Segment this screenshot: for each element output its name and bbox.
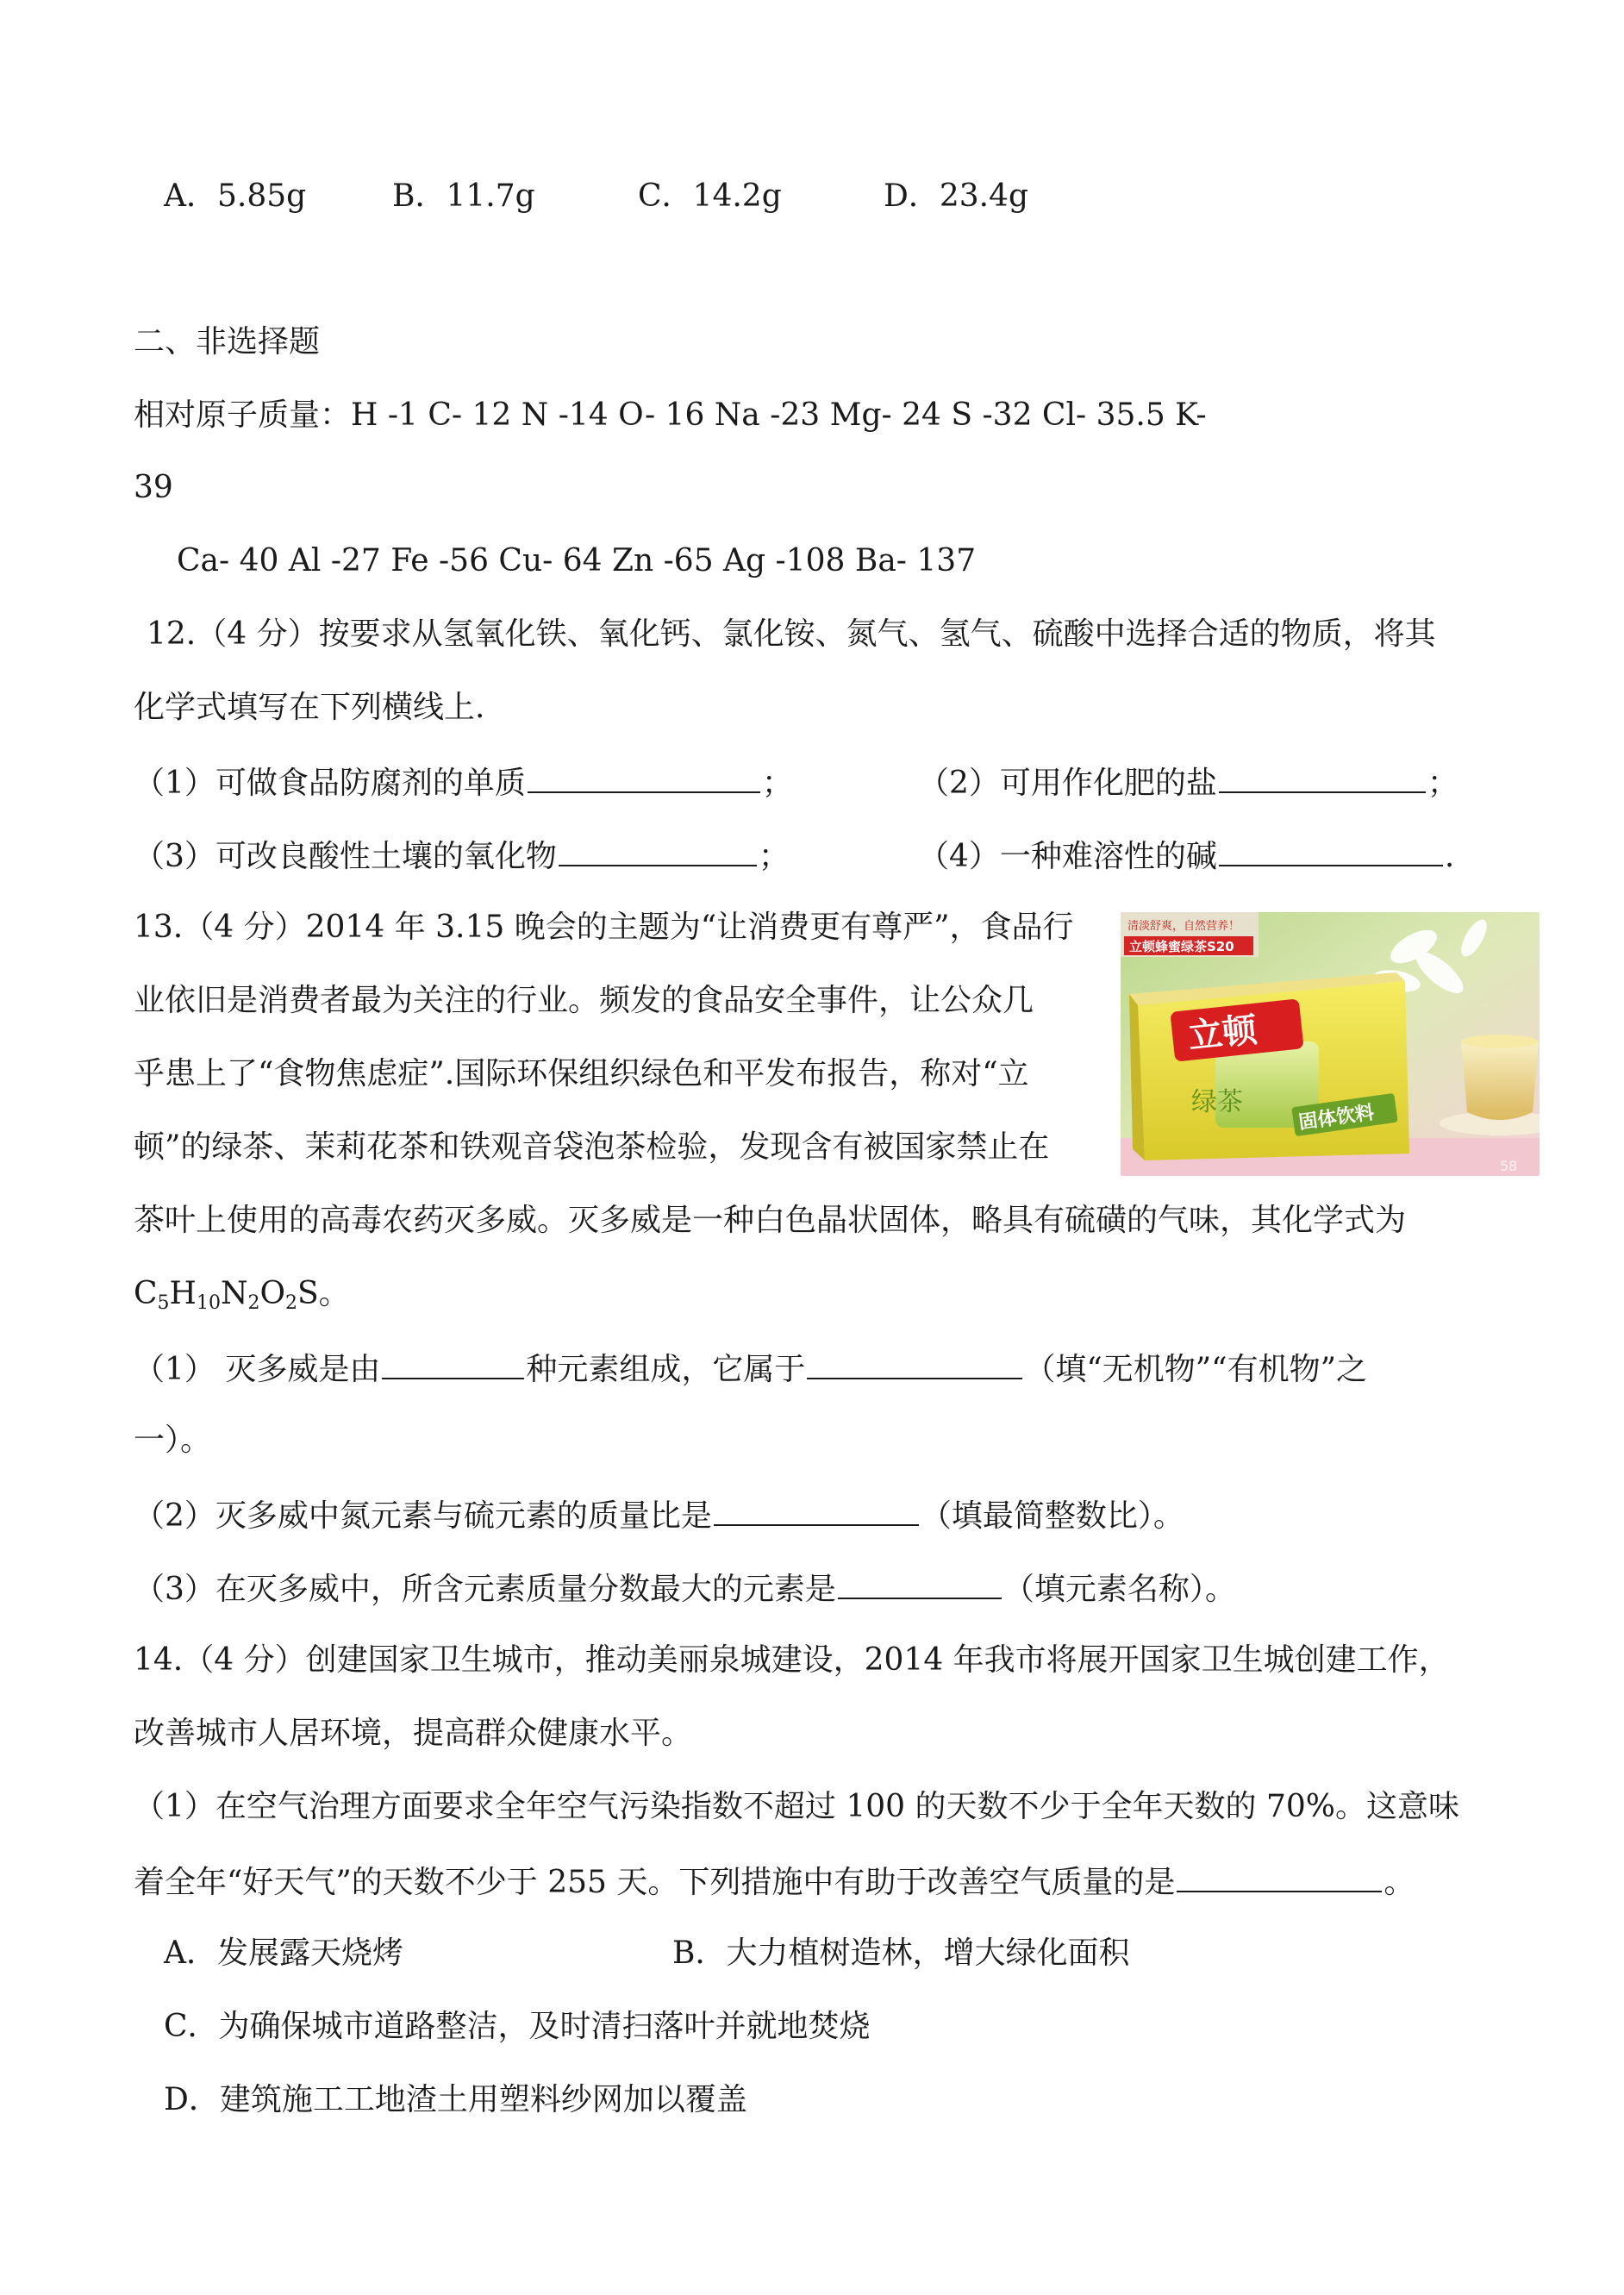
product-line-text: 绿茶 — [1191, 1087, 1243, 1117]
q13-part1-blank1[interactable] — [382, 1347, 524, 1379]
q13-part1 — [134, 1347, 1367, 1391]
q14-option-d: D．建筑施工工地渣土用塑料纱网加以覆盖 — [164, 2082, 747, 2117]
q13-part2-b: （填最简整数比）。 — [920, 1498, 1184, 1534]
q12-part4-blank[interactable] — [1219, 834, 1443, 866]
q13-part2 — [134, 1493, 1184, 1537]
q13-part3-b: （填元素名称）。 — [1003, 1572, 1236, 1607]
q13-part1-c: （填“无机物”“有机物”之 — [1024, 1352, 1367, 1387]
atomic-masses-line1-cont: 39 — [134, 470, 173, 505]
section-title: 二、非选择题 — [134, 324, 321, 360]
q12-part1-blank[interactable] — [528, 760, 760, 793]
q14-option-a: A．发展露天烧烤 — [164, 1935, 403, 1971]
corner-watermark: 58 — [1500, 1158, 1518, 1174]
q14-part1-line2 — [134, 1860, 1415, 1904]
q13-part3-blank[interactable] — [838, 1566, 1002, 1599]
q12-part2 — [918, 760, 1458, 804]
formula-s: S — [297, 1276, 319, 1311]
formula-c-count: 5 — [157, 1292, 170, 1314]
formula-o-count: 2 — [284, 1292, 297, 1314]
formula-h-count: 10 — [196, 1292, 221, 1314]
q11-option-a: A．5.85g — [164, 178, 307, 214]
q14-line1: 14.（4 分）创建国家卫生城市，推动美丽泉城建设，2014 年我市将展开国家卫生城创建工作， — [134, 1642, 1450, 1678]
q14-line2: 改善城市人居环境，提高群众健康水平。 — [134, 1716, 693, 1751]
lipton-green-tea-image — [1121, 912, 1540, 1176]
q12-part3-blank[interactable] — [559, 834, 757, 866]
q12-part2-blank[interactable] — [1219, 760, 1426, 793]
q12-part1-end: ； — [761, 766, 793, 801]
q12-part4-text: （4）一种难溶性的碱 — [918, 839, 1217, 874]
q14-part1-line1: （1）在空气治理方面要求全年空气污染指数不超过 100 的天数不少于全年天数的 70%。这意味 — [134, 1789, 1459, 1824]
q13-part1-blank2[interactable] — [807, 1347, 1022, 1379]
q12-part1-text: （1）可做食品防腐剂的单质 — [134, 766, 526, 801]
q13-line1: 13.（4 分）2014 年 3.15 晚会的主题为“让消费更有尊严”，食品行 — [134, 910, 1074, 945]
formula-n: N — [220, 1276, 248, 1311]
q12-stem-line2: 化学式填写在下列横线上. — [134, 690, 485, 725]
q13-part1-a: （1） 灭多威是由 — [134, 1352, 381, 1387]
q13-formula — [134, 1273, 350, 1315]
atomic-masses-line2: Ca- 40 Al -27 Fe -56 Cu- 64 Zn -65 Ag -108 Ba- 137 — [177, 543, 977, 578]
q13-part3-a: （3）在灭多威中，所含元素质量分数最大的元素是 — [134, 1572, 836, 1607]
q11-option-d: D．23.4g — [884, 178, 1029, 214]
q12-stem-line1: 12.（4 分）按要求从氢氧化铁、氧化钙、氯化铵、氮气、氢气、硫酸中选择合适的物质，将其 — [147, 616, 1436, 652]
formula-h: H — [169, 1276, 197, 1311]
q14-part1-blank[interactable] — [1177, 1860, 1382, 1892]
q12-part4 — [918, 834, 1454, 878]
q13-part1-cont: 一）。 — [134, 1423, 212, 1458]
q14-option-c: C．为确保城市道路整洁，及时清扫落叶并就地焚烧 — [164, 2009, 871, 2044]
q14-part1-text: 着全年“好天气”的天数不少于 255 天。下列措施中有助于改善空气质量的是 — [134, 1865, 1176, 1900]
product-type-text: 固体饮料 — [1297, 1102, 1376, 1135]
formula-end: 。 — [318, 1276, 350, 1311]
q13-line4: 顿”的绿茶、茉莉花茶和铁观音袋泡茶检验，发现含有被国家禁止在 — [134, 1129, 1050, 1165]
q12-part2-text: （2）可用作化肥的盐 — [918, 766, 1217, 801]
tea-box — [1129, 972, 1409, 1160]
formula-n-count: 2 — [247, 1292, 260, 1314]
q12-part4-end: . — [1444, 839, 1455, 874]
q12-part3-text: （3）可改良酸性土壤的氧化物 — [134, 839, 557, 874]
q11-option-b: B．11.7g — [392, 178, 535, 214]
q12-part1 — [134, 760, 793, 804]
banner-top-text: 清淡舒爽，自然营养！ — [1127, 920, 1240, 933]
q12-part3-end: ； — [758, 839, 790, 874]
brand-text: 立顿 — [1186, 1010, 1259, 1057]
formula-c: C — [134, 1276, 158, 1311]
q13-line2: 业依旧是消费者最为关注的行业。频发的食品安全事件，让公众几 — [134, 983, 1034, 1018]
q12-part2-end: ； — [1427, 766, 1458, 801]
formula-o: O — [259, 1276, 285, 1311]
q12-part3 — [134, 834, 790, 878]
q14-part1-end: 。 — [1384, 1865, 1415, 1900]
q14-option-b: B．大力植树造林，增大绿化面积 — [672, 1935, 1130, 1971]
atomic-masses-line1: 相对原子质量：H -1 C- 12 N -14 O- 16 Na -23 Mg- 24 S -32 Cl- 35.5 K- — [134, 397, 1207, 433]
banner-bottom-text: 立顿蜂蜜绿茶S20 — [1129, 939, 1234, 954]
q13-part2-a: （2）灭多威中氮元素与硫元素的质量比是 — [134, 1498, 712, 1534]
q13-part2-blank[interactable] — [714, 1493, 919, 1526]
q13-part1-b: 种元素组成，它属于 — [526, 1352, 806, 1387]
q13-line5: 茶叶上使用的高毒农药灭多威。灭多威是一种白色晶状固体，略具有硫磺的气味，其化学式为 — [134, 1203, 1407, 1238]
q13-line3: 乎患上了“食物焦虑症”.国际环保组织绿色和平发布报告，称对“立 — [134, 1056, 1029, 1091]
q13-part3 — [134, 1566, 1236, 1610]
q11-option-c: C．14.2g — [638, 178, 782, 214]
